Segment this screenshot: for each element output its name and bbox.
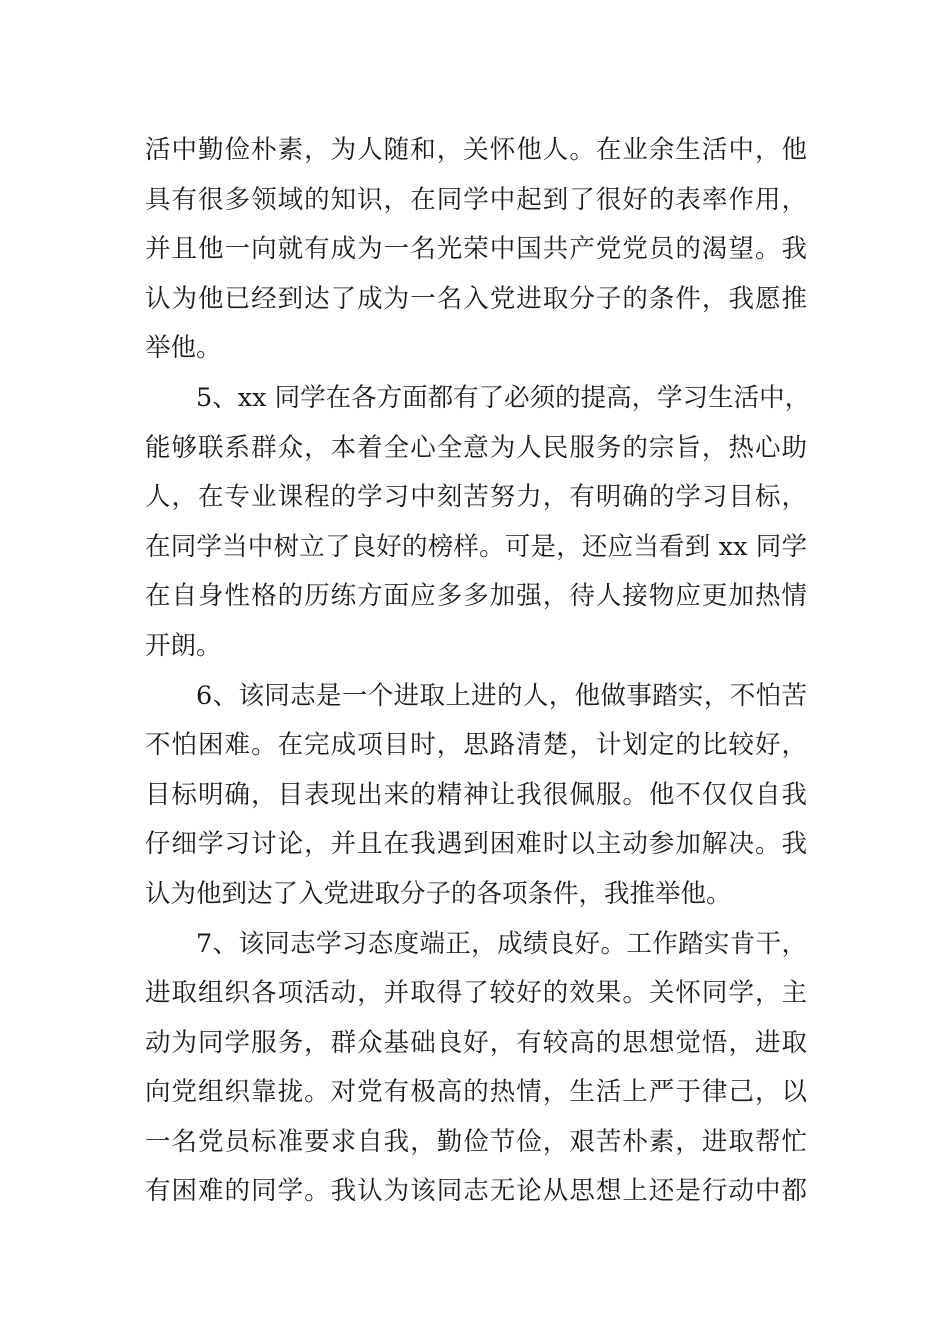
- text-line: 认为他已经到达了成为一名入党进取分子的条件，我愿推: [145, 283, 807, 314]
- text-line: 有困难的同学。我认为该同志无论从思想上还是行动中都: [145, 1176, 807, 1207]
- text-line: 一名党员标准要求自我，勤俭节俭，艰苦朴素，进取帮忙: [145, 1126, 807, 1157]
- text-line: 6、该同志是一个进取上进的人，他做事踏实，不怕苦: [196, 680, 807, 711]
- text-line: 仔细学习讨论，并且在我遇到困难时以主动参加解决。我: [145, 829, 807, 860]
- text-line: 并且他一向就有成为一名光荣中国共产党党员的渴望。我: [145, 234, 807, 265]
- text-line: 人，在专业课程的学习中刻苦努力，有明确的学习目标，: [145, 482, 807, 513]
- text-line: 5、xx 同学在各方面都有了必须的提高，学习生活中，: [196, 382, 811, 413]
- paragraph-item-6: [145, 672, 807, 920]
- text-line: 动为同学服务，群众基础良好，有较高的思想觉悟，进取: [145, 1027, 807, 1058]
- text-line: 认为他到达了入党进取分子的各项条件，我推举他。: [145, 878, 732, 909]
- paragraph-item-7: [145, 920, 807, 1218]
- text-line: 不怕困难。在完成项目时，思路清楚，计划定的比较好，: [145, 730, 807, 761]
- text-line: 具有很多领域的知识，在同学中起到了很好的表率作用，: [145, 184, 807, 215]
- text-line: 在自身性格的历练方面应多多加强，待人接物应更加热情: [145, 581, 807, 612]
- text-line: 进取组织各项活动，并取得了较好的效果。关怀同学，主: [145, 978, 807, 1009]
- text-line: 在同学当中树立了良好的榜样。可是，还应当看到 xx 同学: [145, 531, 807, 562]
- paragraph-continued: [145, 126, 807, 374]
- text-line: 能够联系群众，本着全心全意为人民服务的宗旨，热心助: [145, 432, 807, 463]
- text-line: 开朗。: [145, 630, 222, 661]
- text-line: 目标明确，目表现出来的精神让我很佩服。他不仅仅自我: [145, 779, 807, 810]
- text-line: 举他。: [145, 333, 222, 364]
- text-line: 活中勤俭朴素，为人随和，关怀他人。在业余生活中，他: [145, 135, 807, 165]
- document-body: [145, 126, 811, 1217]
- paragraph-item-5: [145, 374, 811, 672]
- text-line: 向党组织靠拢。对党有极高的热情，生活上严于律己，以: [145, 1077, 807, 1108]
- text-line: 7、该同志学习态度端正，成绩良好。工作踏实肯干，: [196, 928, 807, 959]
